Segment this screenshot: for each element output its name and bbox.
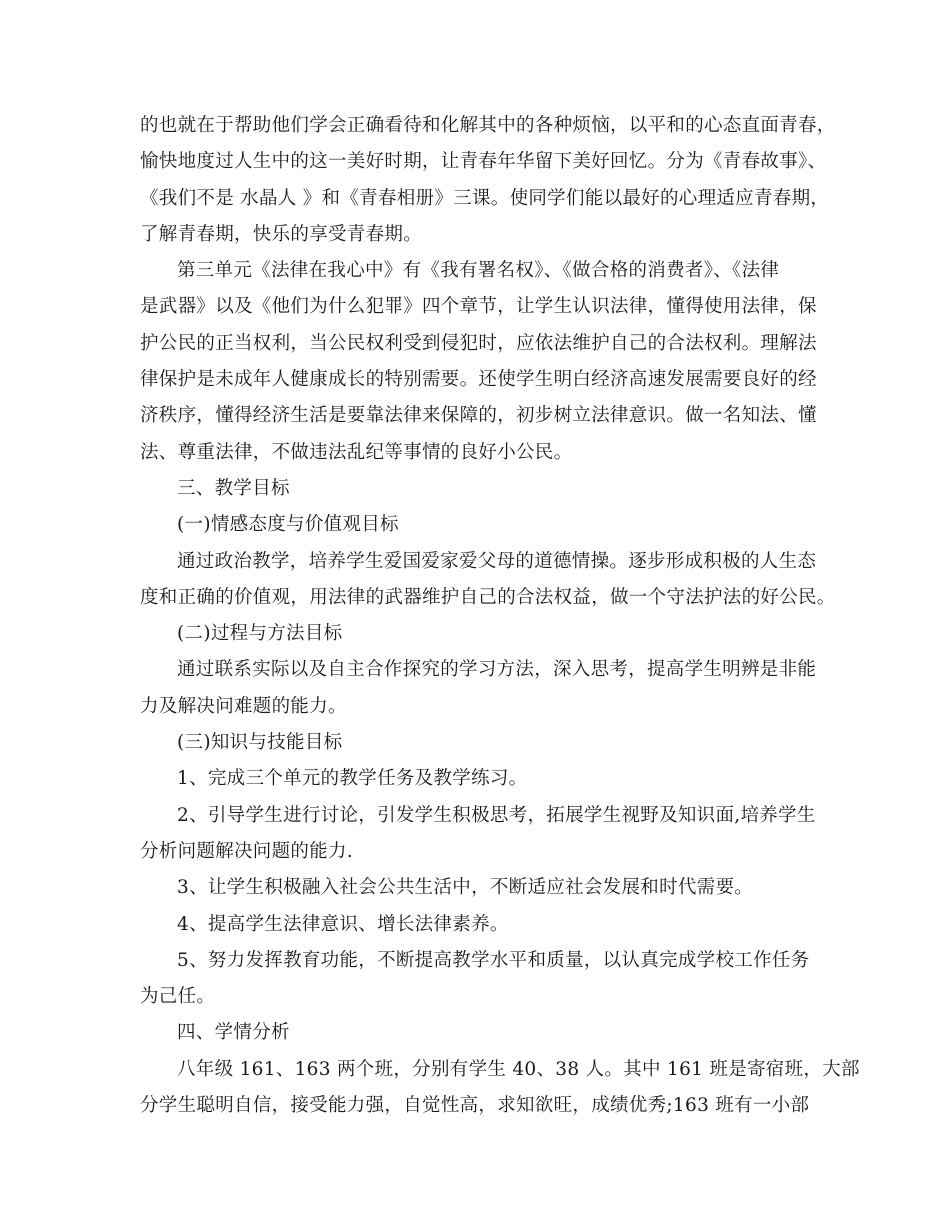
text-line: 愉快地度过人生中的这一美好时期，让青春年华留下美好回忆。分为《青春故事》、	[140, 151, 827, 173]
text-line: 律保护是未成年人健康成长的特别需要。还使学生明白经济高速发展需要良好的经	[140, 369, 817, 391]
text-line: 3、让学生积极融入社会公共生活中，不断适应社会发展和时代需要。	[177, 877, 754, 899]
text-line: 5、努力发挥教育功能，不断提高教学水平和质量，以认真完成学校工作任务	[177, 949, 810, 971]
text-line: 2、引导学生进行讨论，引发学生积极思考，拓展学生视野及知识面,培养学生	[177, 804, 816, 826]
text-line: 分析问题解决问题的能力.	[140, 840, 353, 862]
text-line: 通过联系实际以及自主合作探究的学习方法，深入思考，提高学生明辨是非能	[177, 659, 817, 681]
text-line: 的也就在于帮助他们学会正确看待和化解其中的各种烦恼，以平和的心态直面青春，	[140, 115, 836, 136]
text-line: 八年级 161、163 两个班，分别有学生 40、38 人。其中 161 班是寄宿班，大部	[177, 1058, 860, 1080]
text-line: 1、完成三个单元的教学任务及教学练习。	[177, 768, 528, 790]
text-line: 法、尊重法律，不做违法乱纪等事情的良好小公民。	[140, 441, 573, 463]
text-line: 为己任。	[140, 986, 216, 1008]
text-line: 四、学情分析	[177, 1022, 290, 1044]
text-line: 三、教学目标	[177, 477, 290, 499]
text-line: (二)过程与方法目标	[177, 623, 343, 645]
text-line: 度和正确的价值观，用法律的武器维护自己的合法权益，做一个守法护法的好公民。	[140, 586, 836, 608]
text-line: (一)情感态度与价值观目标	[177, 514, 399, 536]
text-line: 力及解决问难题的能力。	[140, 695, 347, 717]
text-line: (三)知识与技能目标	[177, 732, 343, 754]
text-line: 护公民的正当权利，当公民权利受到侵犯时，应依法维护自己的合法权利。理解法	[140, 332, 817, 354]
text-line: 济秩序，懂得经济生活是要靠法律来保障的，初步树立法律意识。做一名知法、懂	[140, 405, 817, 427]
document-page	[140, 108, 860, 1124]
text-line: 通过政治教学，培养学生爱国爱家爱父母的道德情操。逐步形成积极的人生态	[177, 550, 817, 572]
text-line: 第三单元《法律在我心中》有《我有署名权》、《做合格的消费者》、《法律	[177, 260, 780, 282]
text-line: 是武器》以及《他们为什么犯罪》四个章节，让学生认识法律，懂得使用法律，保	[140, 296, 817, 318]
text-line: 《我们不是 水晶人 》和《青春相册》三课。使同学们能以最好的心理适应青春期，	[140, 187, 830, 209]
text-line: 4、提高学生法律意识、增长法律素养。	[177, 913, 509, 935]
text-line: 了解青春期，快乐的享受青春期。	[140, 223, 423, 245]
text-line: 分学生聪明自信，接受能力强，自觉性高，求知欲旺，成绩优秀;163 班有一小部	[140, 1095, 810, 1117]
